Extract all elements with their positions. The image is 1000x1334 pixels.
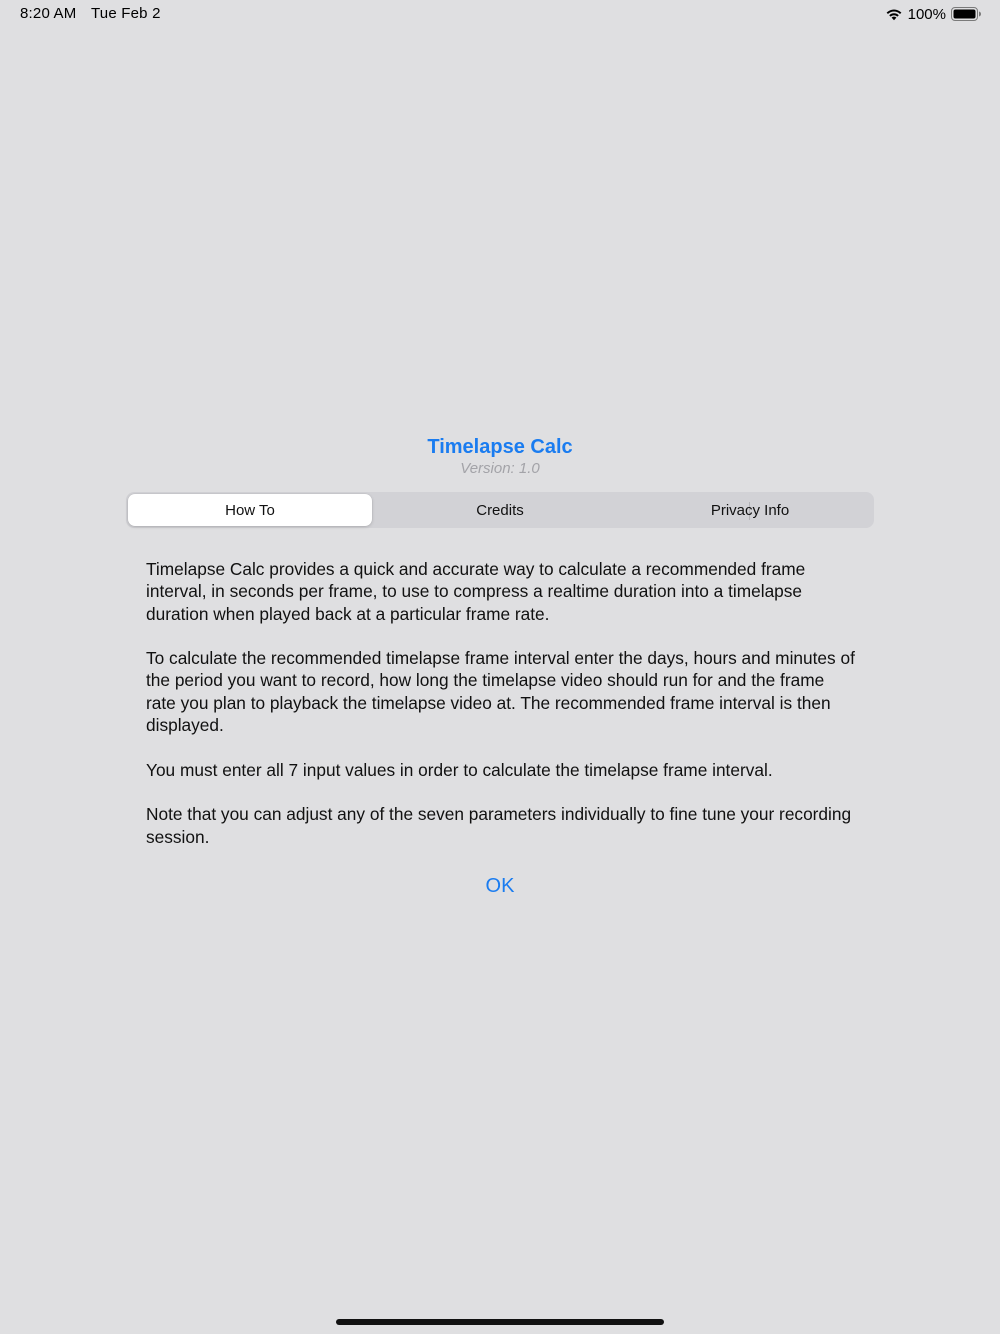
paragraph-requirement: You must enter all 7 input values in order to calculate the timelapse frame interval. bbox=[146, 759, 773, 780]
how-to-content bbox=[146, 558, 858, 870]
wifi-icon bbox=[885, 7, 903, 21]
status-indicators bbox=[885, 4, 982, 24]
tab-credits[interactable]: Credits bbox=[476, 501, 524, 519]
status-date: Tue Feb 2 bbox=[91, 5, 161, 22]
status-time: 8:20 AM bbox=[20, 5, 77, 22]
app-version: Version: 1.0 bbox=[460, 460, 540, 477]
info-segmented-control bbox=[126, 492, 874, 528]
paragraph-instructions: To calculate the recommended timelapse frame interval enter the days, hours and minutes of the period you want to record, how long the timelapse video should run for and the frame rate you plan to playback the timelapse video at. The recommended frame interval is then displayed. bbox=[146, 648, 855, 736]
home-indicator[interactable] bbox=[336, 1319, 664, 1325]
tab-how-to[interactable]: How To bbox=[128, 494, 372, 526]
paragraph-note: Note that you can adjust any of the seven parameters individually to fine tune your recording session. bbox=[146, 804, 852, 847]
battery-percentage: 100% bbox=[907, 5, 946, 23]
paragraph-intro: Timelapse Calc provides a quick and accurate way to calculate a recommended frame interval, in seconds per frame, to use to compress a realtime duration into a timelapse duration when played back at a particular frame rate. bbox=[146, 559, 806, 624]
ok-button[interactable]: OK bbox=[485, 875, 515, 897]
app-title: Timelapse Calc bbox=[427, 436, 573, 458]
status-bar bbox=[0, 0, 1000, 28]
tab-privacy-info[interactable]: Privacy Info bbox=[710, 501, 790, 519]
battery-icon bbox=[951, 7, 982, 21]
